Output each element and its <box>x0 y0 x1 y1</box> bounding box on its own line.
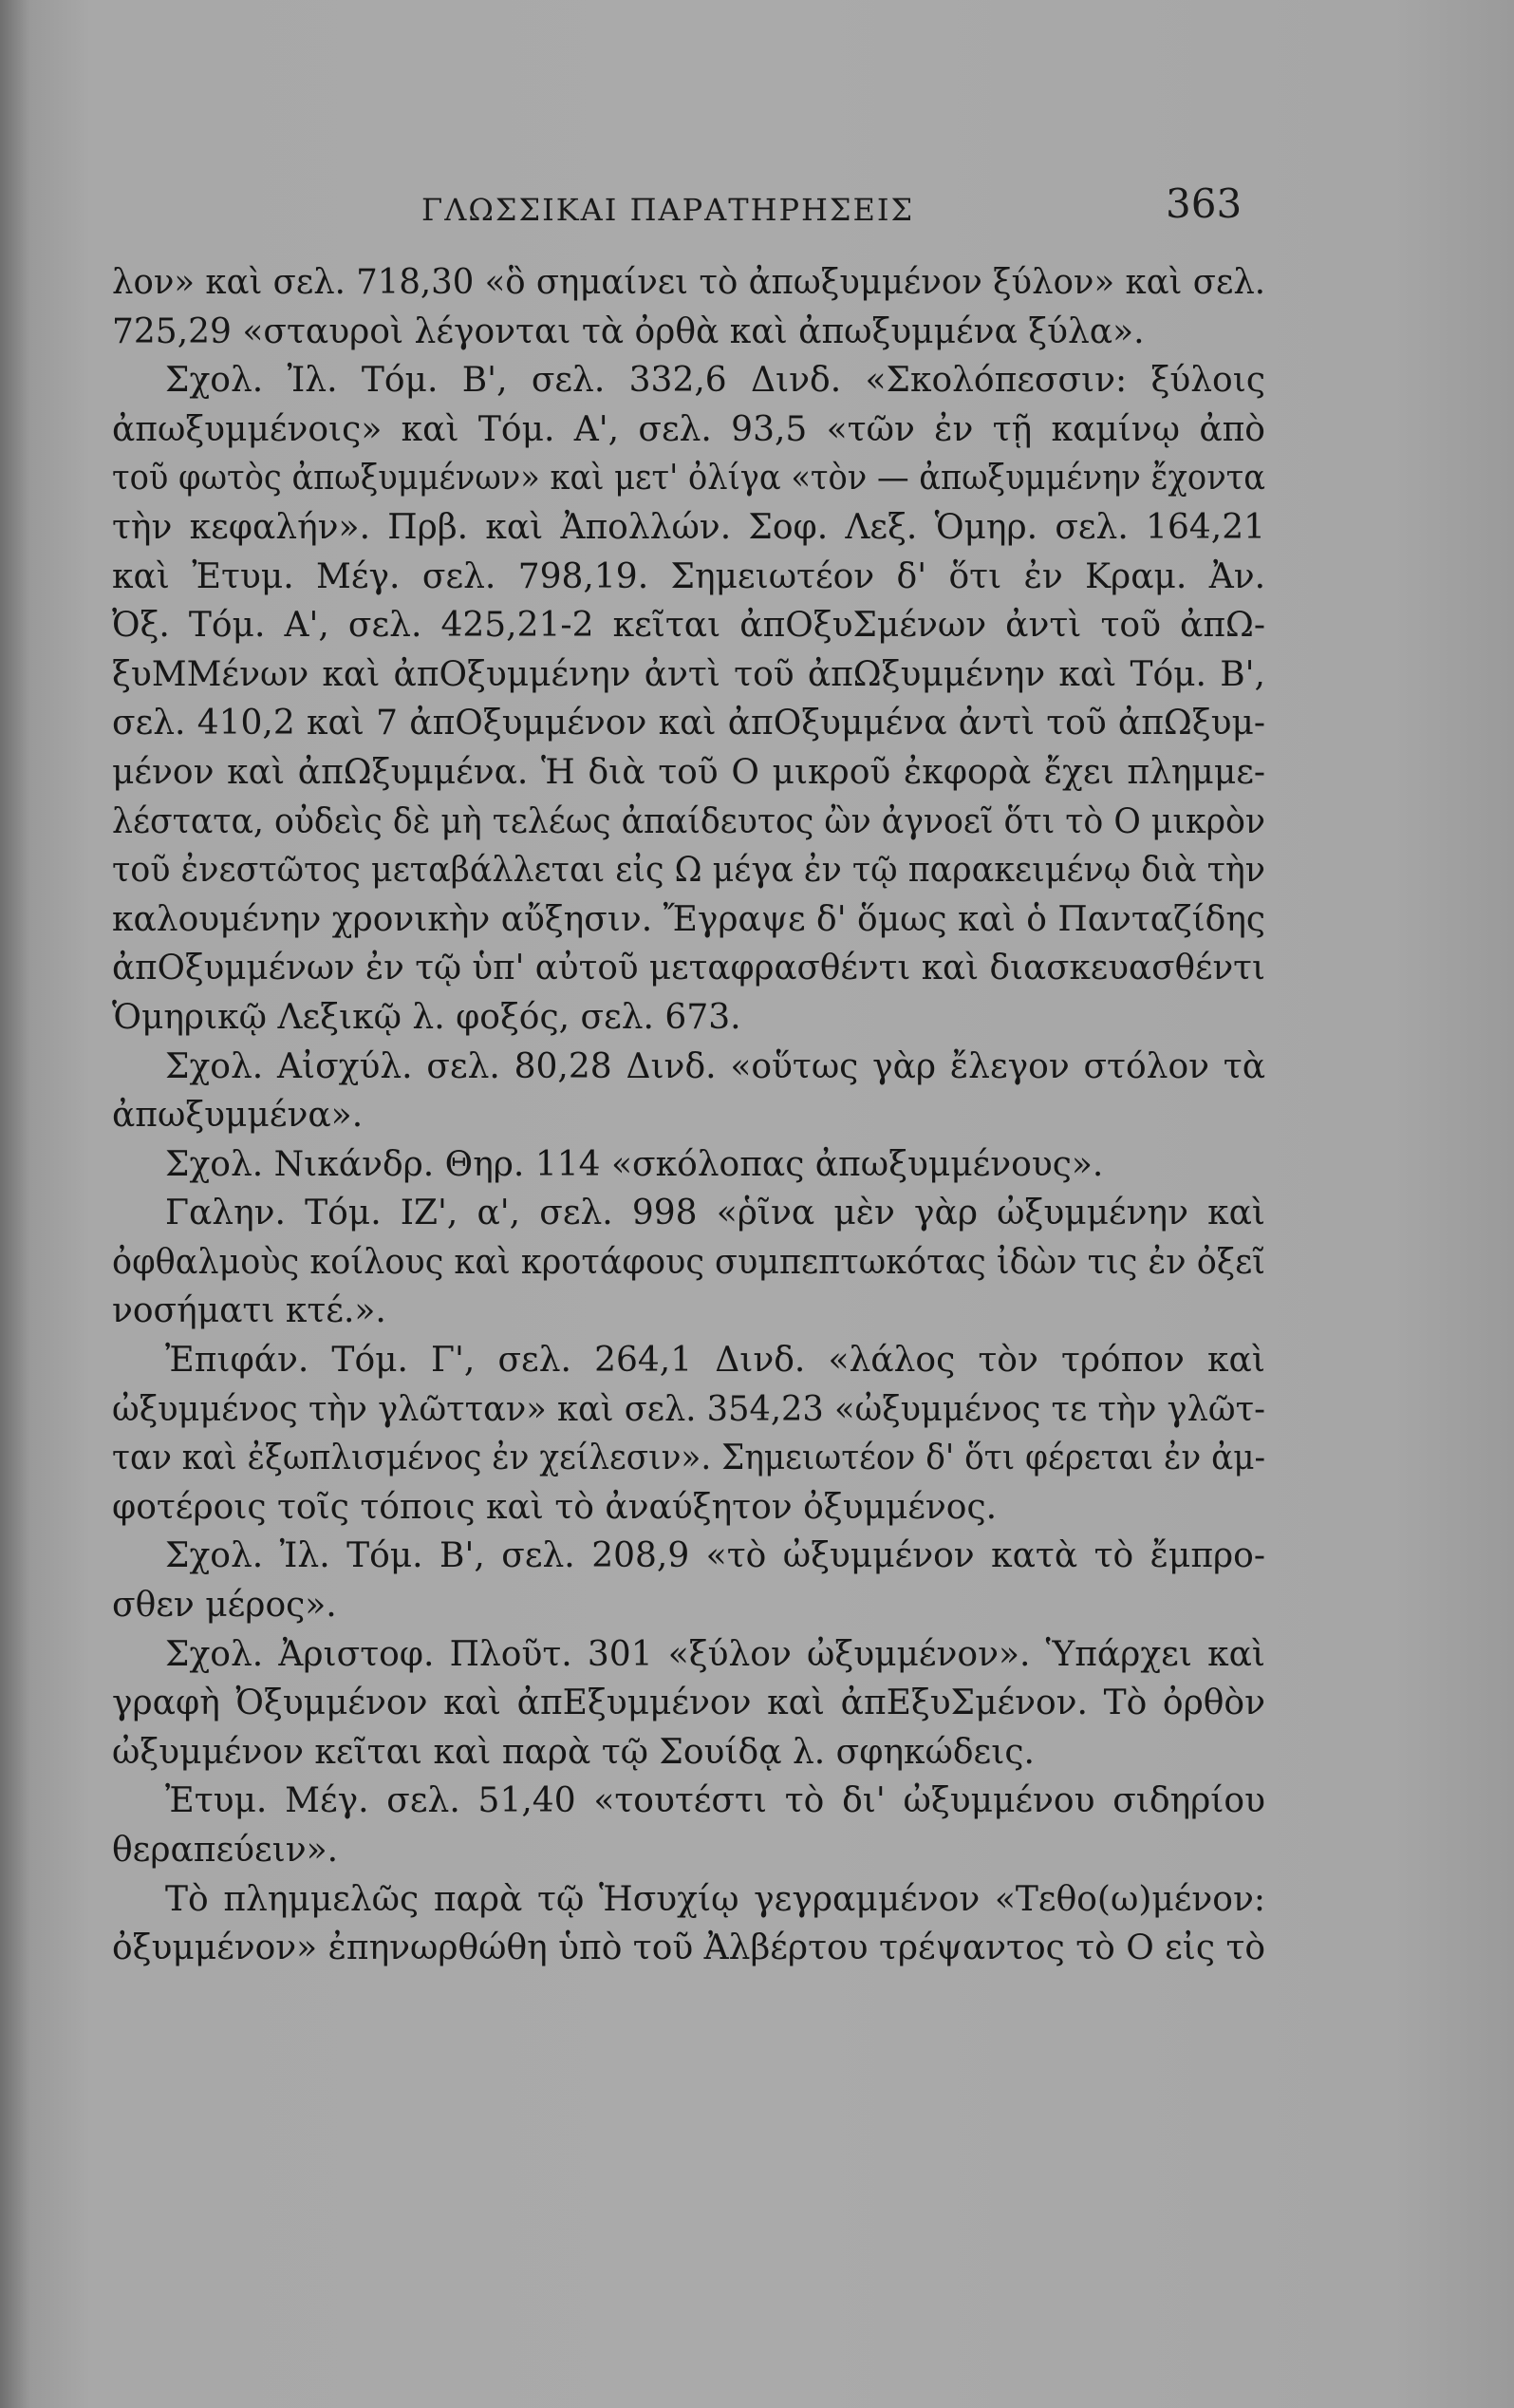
text-line: Γαλην. Τόμ. ΙΖ', α', σελ. 998 «ῥῖνα μὲν γὰρ ὠξυμμένην καὶ <box>165 1194 1265 1233</box>
text-line: ὠξυμμένος τὴν γλῶτταν» καὶ σελ. 354,23 «ὠξυμμένος τε τὴν γλῶτ- <box>112 1389 1265 1429</box>
text-line: Σχολ. Ἰλ. Τόμ. Β', σελ. 208,9 «τὸ ὠξυμμένον κατὰ τὸ ἔμπρο- <box>165 1536 1265 1576</box>
text-line: λέστατα, οὐδεὶς δὲ μὴ τελέως ἀπαίδευτος ὢν ἀγνοεῖ ὅτι τὸ Ο μικρὸν <box>112 801 1265 841</box>
text-line: φοτέροις τοῖς τόποις καὶ τὸ ἀναύξητον ὀξυμμένος. <box>112 1487 998 1527</box>
text-line: ταν καὶ ἐξωπλισμένος ἐν χείλεσιν». Σημειωτέον δ' ὅτι φέρεται ἐν ἀμ- <box>112 1439 1265 1478</box>
page-header <box>0 179 1514 235</box>
text-line: σθεν μέρος». <box>112 1586 337 1626</box>
text-line: καὶ Ἐτυμ. Μέγ. σελ. 798,19. Σημειωτέον δ' ὅτι ἐν Κραμ. Ἀν. <box>112 556 1265 596</box>
text-line: ὀξυμμένον» ἐπηνωρθώθη ὑπὸ τοῦ Ἀλβέρτου τρέψαντος τὸ Ο εἰς τὸ <box>112 1928 1265 1968</box>
text-line: τὴν κεφαλήν». Πρβ. καὶ Ἀπολλών. Σοφ. Λεξ. Ὁμηρ. σελ. 164,21 <box>112 507 1265 547</box>
text-line: καλουμένην χρονικὴν αὔξησιν. Ἔγραψε δ' ὅμως καὶ ὁ Πανταζίδης <box>112 899 1265 939</box>
text-line: Ἐπιφάν. Τόμ. Γ', σελ. 264,1 Δινδ. «λάλος τὸν τρόπον καὶ <box>165 1341 1265 1381</box>
text-line: Τὸ πλημμελῶς παρὰ τῷ Ἡσυχίῳ γεγραμμένον «Τεθο(ω)μένον: <box>165 1879 1265 1919</box>
text-line: Ὁμηρικῷ Λεξικῷ λ. φοξός, σελ. 673. <box>112 997 741 1037</box>
text-line: ὀφθαλμοὺς κοίλους καὶ κροτάφους συμπεπτωκότας ἰδὼν τις ἐν ὀξεῖ <box>112 1242 1265 1282</box>
text-line: Σχολ. Ἰλ. Τόμ. Β', σελ. 332,6 Δινδ. «Σκολόπεσσιν: ξύλοις <box>165 361 1265 401</box>
text-line: Σχολ. Νικάνδρ. Θηρ. 114 «σκόλοπας ἀπωξυμμένους». <box>165 1144 1104 1184</box>
text-line: 725,29 «σταυροὶ λέγονται τὰ ὀρθὰ καὶ ἀπωξυμμένα ξύλα». <box>112 311 1145 351</box>
text-line: μένον καὶ ἀπΩξυμμένα. Ἡ διὰ τοῦ Ο μικροῦ ἐκφορὰ ἔχει πλημμε- <box>112 752 1265 792</box>
text-line: Ὀξ. Τόμ. Α', σελ. 425,21-2 κεῖται ἀπΟξυΣμένων ἀντὶ τοῦ ἀπΩ- <box>112 606 1265 646</box>
text-line: γραφὴ Ὀξυμμένον καὶ ἀπΕξυμμένον καὶ ἀπΕξυΣμένον. Τὸ ὀρθὸν <box>112 1684 1265 1723</box>
text-line: Ἐτυμ. Μέγ. σελ. 51,40 «τουτέστι τὸ δι' ὠξυμμένου σιδηρίου <box>165 1781 1265 1821</box>
text-line: τοῦ ἐνεστῶτος μεταβάλλεται εἰς Ω μέγα ἐν τῷ παρακειμένῳ διὰ τὴν <box>112 851 1265 891</box>
page-number: 363 <box>1166 180 1243 227</box>
text-line: ἀπΟξυμμένων ἐν τῷ ὑπ' αὐτοῦ μεταφρασθέντι καὶ διασκευασθέντι <box>112 949 1265 988</box>
text-line: Σχολ. Αἰσχύλ. σελ. 80,28 Δινδ. «οὕτως γὰρ ἔλεγον στόλον τὰ <box>165 1046 1265 1086</box>
text-line: νοσήματι κτέ.». <box>112 1291 386 1331</box>
text-line: ὠξυμμένον κεῖται καὶ παρὰ τῷ Σουίδᾳ λ. σφηκώδεις. <box>112 1732 1035 1772</box>
text-line: ἀπωξυμμένα». <box>112 1096 364 1136</box>
running-title: ΓΛΩΣΣΙΚΑΙ ΠΑΡΑΤΗΡΗΣΕΙΣ <box>421 192 915 228</box>
text-line: θεραπεύειν». <box>112 1831 339 1870</box>
text-line: τοῦ φωτὸς ἀπωξυμμένων» καὶ μετ' ὀλίγα «τὸν — ἀπωξυμμένην ἔχοντα <box>112 459 1265 499</box>
text-line: λον» καὶ σελ. 718,30 «ὃ σημαίνει τὸ ἀπωξυμμένον ξύλον» καὶ σελ. <box>112 263 1265 302</box>
text-line: σελ. 410,2 καὶ 7 ἀπΟξυμμένον καὶ ἀπΟξυμμένα ἀντὶ τοῦ ἀπΩξυμ- <box>112 704 1265 743</box>
body-text <box>112 258 1265 1973</box>
text-line: ἀπωξυμμένοις» καὶ Τόμ. Α', σελ. 93,5 «τῶν ἐν τῇ καμίνῳ ἀπὸ <box>112 409 1265 449</box>
text-line: Σχολ. Ἀριστοφ. Πλοῦτ. 301 «ξύλον ὠξυμμένον». Ὑπάρχει καὶ <box>165 1634 1265 1674</box>
text-line: ξυΜΜένων καὶ ἀπΟξυμμένην ἀντὶ τοῦ ἀπΩξυμμένην καὶ Τόμ. Β', <box>112 654 1265 694</box>
